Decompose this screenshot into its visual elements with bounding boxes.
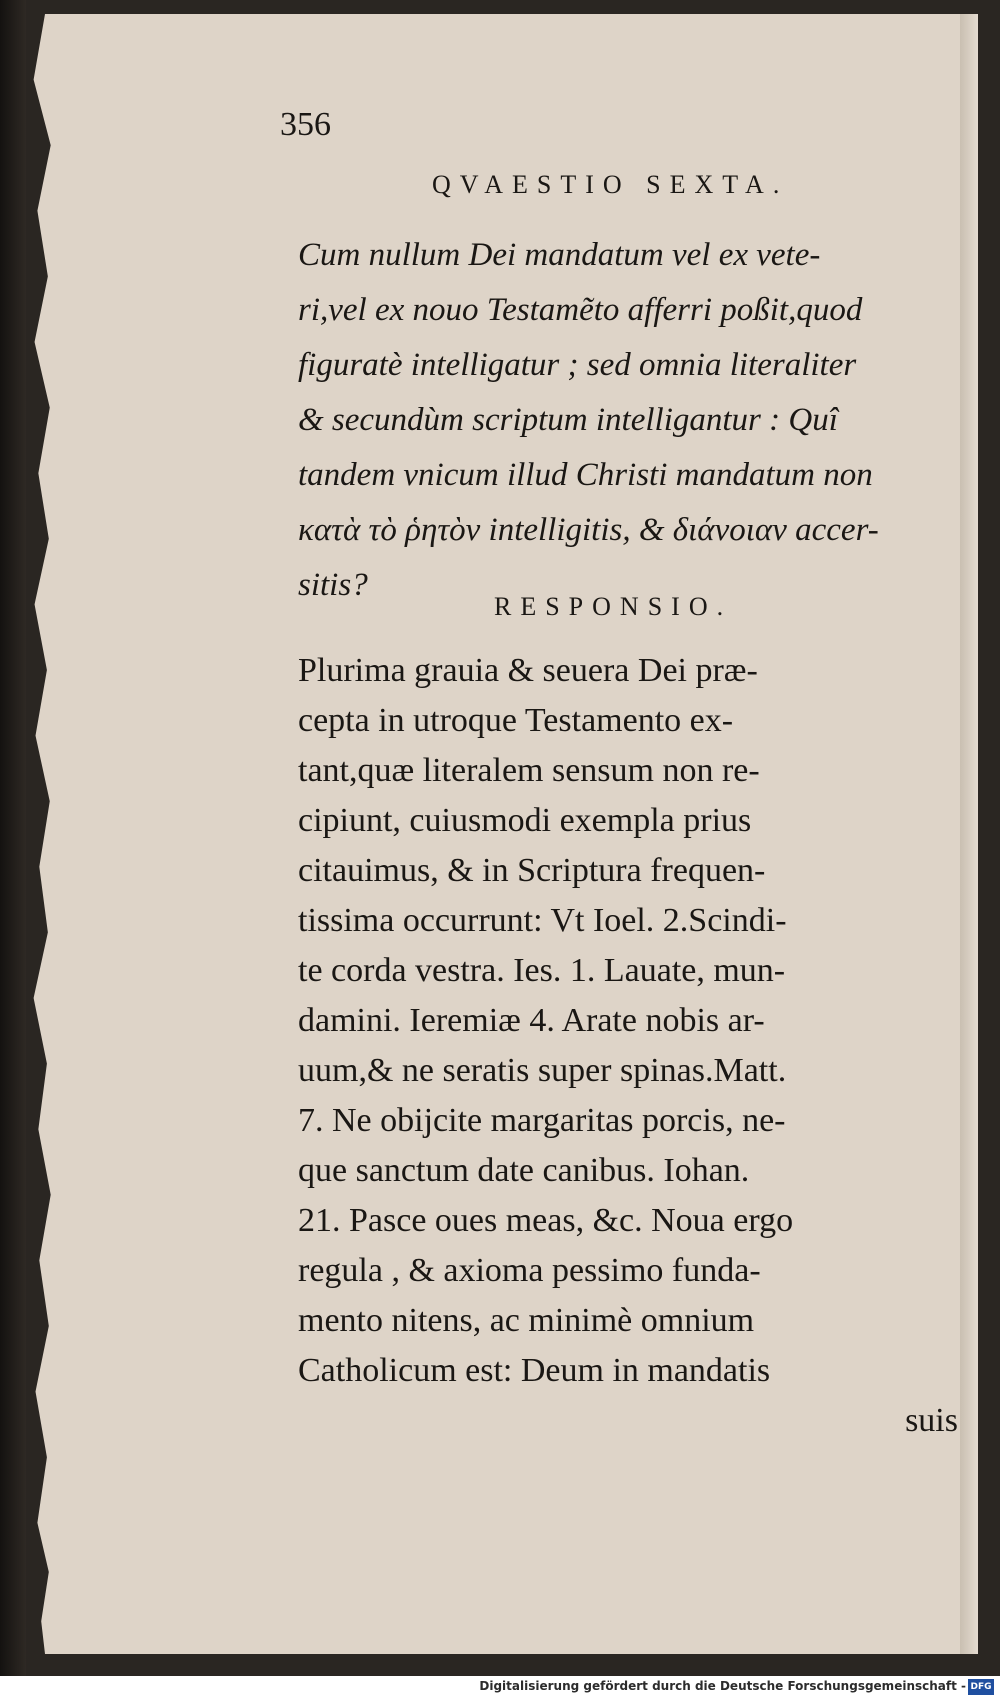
question-heading: QVAESTIO SEXTA.	[432, 170, 789, 199]
response-line: 21. Pasce oues meas, &c. Noua ergo	[298, 1202, 794, 1239]
question-line: figuratè intelligatur ; sed omnia literaliter	[298, 347, 857, 383]
question-line: tandem vnicum illud Christi mandatum non	[298, 457, 873, 493]
response-line: mento nitens, ac minimè omnium	[298, 1302, 755, 1339]
response-line: tant,quæ literalem sensum non re-	[298, 752, 760, 789]
digitization-footer	[0, 1676, 1000, 1700]
response-text	[298, 646, 958, 1446]
question-line: κατὰ τὸ ῥητὸν intelligitis, & διάνοιαν accer-	[298, 512, 879, 548]
response-line: citauimus, & in Scriptura frequen-	[298, 852, 766, 889]
catchword: suis	[905, 1402, 958, 1439]
response-line: que sanctum date canibus. Iohan.	[298, 1152, 750, 1189]
response-heading: RESPONSIO.	[494, 592, 733, 621]
response-line: 7. Ne obijcite margaritas porcis, ne-	[298, 1102, 786, 1139]
question-text	[298, 228, 958, 613]
response-line: damini. Ieremiæ 4. Arate nobis ar-	[298, 1002, 765, 1039]
response-line: uum,& ne seratis super spinas.Matt.	[298, 1052, 787, 1089]
scan-left-shadow	[0, 0, 26, 1676]
page-header	[280, 106, 331, 144]
response-line: te corda vestra. Ies. 1. Lauate, mun-	[298, 952, 786, 989]
page-edge	[960, 14, 978, 1654]
dfg-logo-icon: DFG	[968, 1679, 994, 1695]
response-line: Plurima grauia & seuera Dei præ-	[298, 652, 758, 689]
response-line: regula , & axioma pessimo funda-	[298, 1252, 761, 1289]
footer-credit: Digitalisierung gefördert durch die Deutsche Forschungsgemeinschaft -	[479, 1679, 966, 1693]
page-number: 356	[280, 106, 331, 143]
question-line: Cum nullum Dei mandatum vel ex vete-	[298, 237, 821, 273]
question-line: ri,vel ex nouo Testamẽto afferri poßit,quod	[298, 292, 863, 328]
question-line: & secundùm scriptum intelligantur : Quî	[298, 402, 838, 438]
response-line: cipiunt, cuiusmodi exempla prius	[298, 802, 752, 839]
question-line: sitis?	[298, 567, 368, 603]
response-line: Catholicum est: Deum in mandatis	[298, 1352, 771, 1389]
response-line: cepta in utroque Testamento ex-	[298, 702, 734, 739]
response-line: tissima occurrunt: Vt Ioel. 2.Scindi-	[298, 902, 787, 939]
